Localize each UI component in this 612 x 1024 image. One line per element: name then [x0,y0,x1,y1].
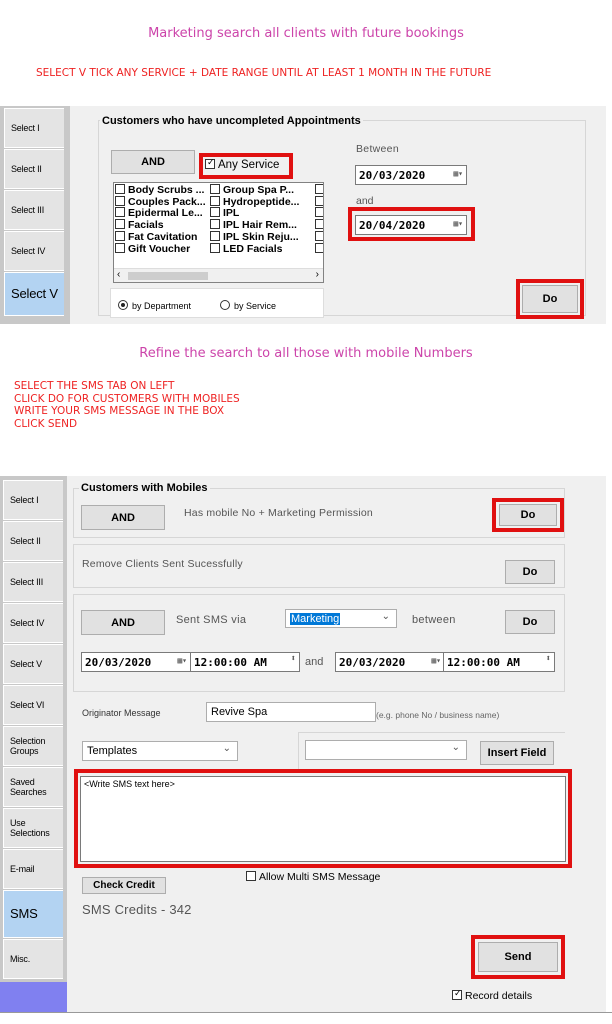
between-label: between [412,614,456,626]
any-service-checkbox[interactable] [205,159,279,171]
tab-select-v[interactable]: Select V [4,272,64,316]
time1-picker[interactable] [190,652,300,672]
bottom-divider [0,1012,612,1013]
radio-service-label: by Service [234,301,277,311]
date1-picker[interactable] [81,652,191,672]
tab-sms[interactable]: SMS [3,890,63,938]
service-checkbox[interactable] [115,231,209,243]
service-checkbox-clipped[interactable] [315,231,323,243]
service-checkbox[interactable] [210,207,314,219]
service-checkbox[interactable] [115,207,209,219]
insert-field-button[interactable]: Insert Field [480,741,554,765]
checkbox-empty-icon [115,184,125,194]
service-checkbox-clipped[interactable] [315,243,323,255]
service-checkbox[interactable] [210,231,314,243]
instruction-3: WRITE YOUR SMS MESSAGE IN THE BOX [14,405,225,417]
time1-value: 12:00:00 AM [194,655,267,669]
service-label: Facials [128,219,164,232]
mid-caption: Refine the search to all those with mobile Numbers [139,346,473,361]
scroll-right-icon[interactable]: › [315,269,319,280]
allow-multi-checkbox[interactable] [246,871,380,883]
chevron-down-icon: ⌄ [451,742,460,753]
service-checkbox[interactable] [210,219,314,231]
tab-select-ii[interactable]: Select II [4,149,64,189]
field-combo[interactable] [305,740,467,760]
checkbox-checked-icon: ✓ [454,988,462,998]
checkbox-empty-icon [315,243,323,253]
tab-select-iv[interactable]: Select IV [4,231,64,271]
service-label: Couples Pack... [128,195,206,208]
templates-combo[interactable] [82,741,238,761]
checkbox-empty-icon [115,231,125,241]
checkbox-empty-icon [210,219,220,229]
scroll-thumb[interactable] [128,272,208,280]
service-checkbox[interactable] [115,184,209,196]
and-button[interactable]: AND [81,610,165,635]
service-label: Fat Cavitation [128,230,198,243]
tab-select-iv[interactable]: Select IV [3,603,63,643]
do-sent-button[interactable]: Do [505,610,555,634]
time2-picker[interactable] [443,652,555,672]
checkbox-empty-icon [115,196,125,206]
top-caption: Marketing search all clients with future bookings [148,26,464,41]
scroll-left-icon[interactable]: ‹ [117,269,121,280]
instruction-1: SELECT THE SMS TAB ON LEFT [14,380,175,392]
checkbox-empty-icon [210,243,220,253]
service-label: Gift Voucher [128,242,191,255]
and-label: and [356,195,374,207]
date-from-picker[interactable] [355,165,467,185]
do-remove-button[interactable]: Do [505,560,555,584]
service-label: LED Facials [223,242,283,255]
instruction-2: CLICK DO FOR CUSTOMERS WITH MOBILES [14,392,240,405]
checkbox-empty-icon [115,207,125,217]
sent-sms-label: Sent SMS via [176,614,247,626]
originator-label: Originator Message [82,708,161,718]
radio-selected-icon [118,300,128,310]
checkbox-empty-icon [315,207,323,217]
and-label: and [305,656,324,668]
service-checkbox-clipped[interactable] [315,219,323,231]
sms-credits: SMS Credits - 342 [82,902,192,917]
service-label: Hydropeptide... [223,195,300,208]
calendar-dropdown-icon[interactable]: ▦▾ [177,656,187,665]
mobiles-group-title: Customers with Mobiles [81,482,208,494]
date1-value: 20/03/2020 [85,655,152,669]
checkbox-empty-icon [315,196,323,206]
service-checkbox[interactable] [210,196,314,208]
service-label: Body Scrubs ... [128,184,205,196]
service-label: Epidermal Le... [128,207,203,220]
do-mobiles-button[interactable]: Do [499,504,557,526]
sent-sms-combo[interactable] [285,609,397,628]
radio-empty-icon [220,300,230,310]
tab-email[interactable]: E-mail [3,849,63,889]
tab-select-v[interactable]: Select V [3,644,63,684]
tab-column-footer [0,982,67,1012]
tab-select-i[interactable]: Select I [3,480,63,520]
checkbox-empty-icon [115,219,125,229]
checkbox-checked-icon: ✓ [207,157,215,167]
tab-saved-searches[interactable]: Saved Searches [3,767,63,807]
date-to-value: 20/04/2020 [359,218,426,232]
checkbox-empty-icon [210,231,220,241]
and-button[interactable]: AND [111,150,195,174]
checkbox-empty-icon [210,184,220,194]
date2-picker[interactable] [335,652,445,672]
date2-value: 20/03/2020 [339,655,406,669]
templates-combo-value: Templates [87,745,138,757]
spinner-icon[interactable]: ⬍ [290,654,296,664]
group-title: Customers who have uncompleted Appointments [102,115,361,127]
service-checkbox-clipped[interactable] [315,207,323,219]
service-checkbox-clipped[interactable] [315,184,323,196]
send-button[interactable]: Send [478,942,558,972]
instructions [14,380,240,430]
tab-select-vi[interactable]: Select VI [3,685,63,725]
checkbox-empty-icon [315,219,323,229]
chevron-down-icon: ⌄ [222,743,231,754]
remove-clients-label: Remove Clients Sent Sucessfully [82,558,243,570]
date-from-value: 20/03/2020 [359,168,426,182]
instruction-4: CLICK SEND [14,417,78,430]
radio-by-department[interactable] [118,300,191,311]
service-label: IPL Hair Rem... [223,219,297,232]
calendar-dropdown-icon[interactable]: ▦▾ [453,169,463,178]
service-checkbox[interactable] [115,196,209,208]
checkbox-empty-icon [246,871,256,881]
service-label: Group Spa P... [223,184,294,196]
service-checkbox-clipped[interactable] [315,196,323,208]
checkbox-empty-icon [315,231,323,241]
radio-by-service[interactable] [220,300,276,311]
originator-hint: (e.g. phone No / business name) [376,710,500,720]
any-service-label: Any Service [218,159,280,171]
record-details-checkbox[interactable] [452,990,532,1002]
service-label: IPL [223,207,240,220]
horizontal-scrollbar[interactable] [114,268,323,282]
tab-misc[interactable]: Misc. [3,939,63,979]
checkbox-empty-icon [115,243,125,253]
originator-input[interactable] [206,702,376,722]
tab-select-iii[interactable]: Select III [3,562,63,602]
tab-use-selections[interactable]: Use Selections [3,808,63,848]
service-checkbox[interactable] [210,243,314,255]
calendar-dropdown-icon[interactable]: ▦▾ [453,219,463,228]
tab-select-iii[interactable]: Select III [4,190,64,230]
service-checkbox[interactable] [210,184,314,196]
allow-multi-label: Allow Multi SMS Message [259,871,381,883]
tab-select-i[interactable]: Select I [4,108,64,148]
top-instruction: SELECT V TICK ANY SERVICE + DATE RANGE UNTIL AT LEAST 1 MONTH IN THE FUTURE [36,67,492,79]
do-button[interactable]: Do [522,285,578,313]
sms-text-area[interactable]: <Write SMS text here> [80,776,566,862]
service-label: IPL Skin Reju... [223,230,299,243]
checkbox-empty-icon [315,184,323,194]
radio-department-label: by Department [132,301,192,311]
spinner-icon[interactable]: ⬍ [545,654,551,664]
chevron-down-icon: ⌄ [381,611,390,622]
tab-selection-groups[interactable]: Selection Groups [3,726,63,766]
time2-value: 12:00:00 AM [447,655,520,669]
service-checkbox[interactable] [115,219,209,231]
has-mobile-label: Has mobile No + Marketing Permission [184,507,373,519]
check-credit-button[interactable]: Check Credit [82,877,166,894]
date-to-picker[interactable] [355,215,467,235]
calendar-dropdown-icon[interactable]: ▦▾ [431,656,441,665]
originator-value: Revive Spa [211,706,268,718]
sent-sms-combo-value: Marketing [291,612,340,625]
checkbox-empty-icon [210,207,220,217]
record-details-label: Record details [465,990,533,1002]
and-button[interactable]: AND [81,505,165,530]
service-checkbox[interactable] [115,243,209,255]
tab-select-ii[interactable]: Select II [3,521,63,561]
checkbox-empty-icon [210,196,220,206]
between-label: Between [356,143,399,155]
